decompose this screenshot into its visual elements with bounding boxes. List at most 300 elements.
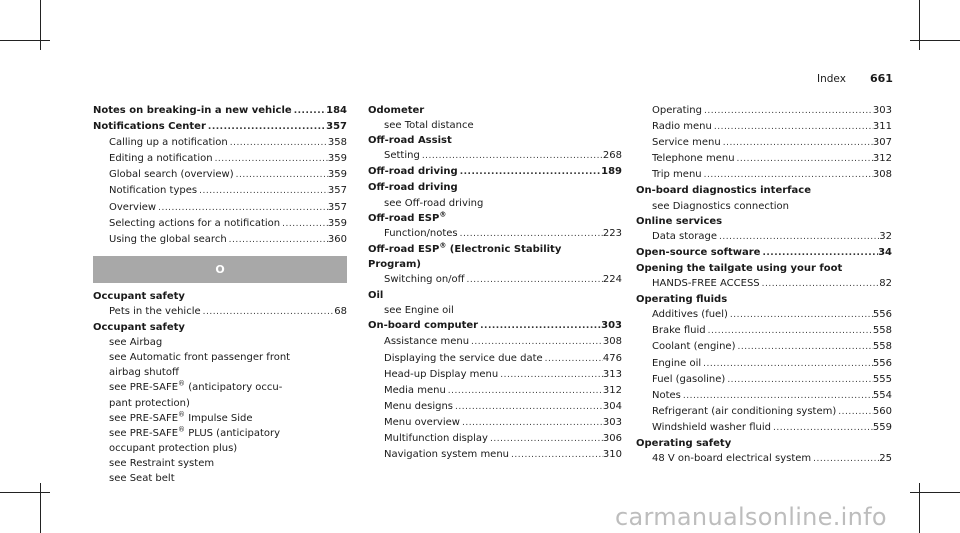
entry-text xyxy=(368,257,421,272)
index-entry xyxy=(368,148,622,164)
crop-mark xyxy=(0,492,50,493)
entry-term-continued: Impulse Side xyxy=(185,412,253,424)
entry-text xyxy=(109,471,175,486)
entry-term: see PRE-SAFE xyxy=(109,427,179,439)
entry-page-number: 554 xyxy=(872,389,892,401)
entry-text xyxy=(636,183,811,198)
entry-term: Off-road driving xyxy=(368,166,458,178)
entry-text xyxy=(384,303,454,318)
index-entry xyxy=(368,242,622,257)
entry-text xyxy=(636,292,727,307)
entry-term: On-board computer xyxy=(368,320,479,332)
entry-term: Head-up Display menu xyxy=(384,368,499,380)
registered-mark: ® xyxy=(178,380,186,389)
entry-text xyxy=(384,383,446,398)
watermark: carmanualsonline.info xyxy=(615,503,887,531)
dot-leader xyxy=(509,448,603,463)
entry-text xyxy=(368,318,478,333)
crop-mark xyxy=(40,0,41,50)
entry-list xyxy=(636,103,892,467)
index-entry xyxy=(93,456,347,471)
entry-page-number: 312 xyxy=(602,384,622,396)
entry-page-number: 25 xyxy=(879,453,892,465)
entry-text xyxy=(109,200,156,215)
dot-leader xyxy=(156,201,328,216)
entry-page-number: 556 xyxy=(872,357,892,369)
dot-leader xyxy=(712,120,873,135)
index-entry xyxy=(636,199,892,214)
index-entry xyxy=(368,133,622,148)
entry-term: Occupant safety xyxy=(93,290,185,302)
entry-term: Pets in the vehicle xyxy=(109,305,201,317)
entry-term: Notes on breaking-in a new vehicle xyxy=(93,105,292,116)
dot-leader xyxy=(702,104,873,119)
entry-term: Radio menu xyxy=(652,121,712,133)
dot-leader xyxy=(725,373,873,388)
registered-mark: ® xyxy=(178,410,186,419)
index-entry xyxy=(93,320,347,335)
dot-leader xyxy=(460,416,603,431)
entry-text xyxy=(652,372,725,387)
index-entry xyxy=(93,411,347,426)
entry-text xyxy=(368,288,383,303)
entry-term: Operating xyxy=(652,105,702,116)
entry-page-number: 34 xyxy=(878,246,892,258)
entry-page-number: 313 xyxy=(602,368,622,380)
entry-text xyxy=(109,232,227,247)
dot-leader xyxy=(728,308,873,323)
index-entry xyxy=(636,151,892,167)
entry-term: Media menu xyxy=(384,384,446,396)
entry-page-number: 224 xyxy=(602,274,622,286)
entry-page-number: 303 xyxy=(872,105,892,116)
index-entry xyxy=(93,426,347,441)
entry-term: Global search (overview) xyxy=(109,169,234,181)
entry-term: Displaying the service due date xyxy=(384,352,543,364)
entry-term: see Restraint system xyxy=(109,457,215,469)
index-entry xyxy=(93,289,347,304)
entry-term: Using the global search xyxy=(109,233,227,245)
entry-text xyxy=(652,119,712,134)
entry-text xyxy=(636,214,722,229)
entry-text xyxy=(636,261,842,276)
dot-leader xyxy=(234,168,328,183)
index-entry xyxy=(636,436,892,451)
index-entry xyxy=(368,318,622,334)
index-entry xyxy=(368,447,622,463)
entry-term: Switching on/off xyxy=(384,274,465,286)
entry-text xyxy=(109,396,190,411)
dot-leader xyxy=(280,217,328,232)
entry-term: Calling up a notification xyxy=(109,137,228,149)
entry-page-number: 306 xyxy=(602,432,622,444)
entry-page-number: 357 xyxy=(327,201,347,213)
index-entry xyxy=(636,323,892,339)
entry-text xyxy=(384,196,483,211)
entry-text xyxy=(652,339,735,354)
entry-page-number: 189 xyxy=(601,166,622,178)
dot-leader xyxy=(453,400,603,415)
entry-text xyxy=(652,167,702,182)
entry-term: Additives (fuel) xyxy=(652,309,728,321)
entry-term: Operating fluids xyxy=(636,294,728,306)
entry-list xyxy=(368,103,622,463)
entry-term-continued: (Electronic Stability xyxy=(446,243,562,255)
entry-page-number: 32 xyxy=(879,230,892,242)
entry-page-number: 359 xyxy=(327,169,347,181)
registered-mark: ® xyxy=(178,425,186,434)
entry-term: Off-road driving xyxy=(368,182,458,194)
index-entry xyxy=(636,339,892,355)
entry-page-number: 223 xyxy=(602,227,622,239)
index-entry xyxy=(636,276,892,292)
dot-leader xyxy=(721,136,873,151)
dot-leader xyxy=(201,305,335,320)
index-entry xyxy=(93,471,347,486)
entry-term: Fuel (gasoline) xyxy=(652,373,726,385)
index-entry xyxy=(636,119,892,135)
entry-page-number: 82 xyxy=(879,278,892,290)
entry-term: see Total distance xyxy=(384,120,474,132)
dot-leader xyxy=(292,104,326,119)
entry-text xyxy=(109,183,197,198)
index-entry xyxy=(93,119,347,135)
entry-page-number: 359 xyxy=(327,153,347,165)
index-entry xyxy=(368,180,622,195)
dot-leader xyxy=(771,421,873,436)
dot-leader xyxy=(228,136,328,151)
entry-text xyxy=(652,276,760,291)
index-entry xyxy=(368,383,622,399)
dot-leader xyxy=(811,452,879,467)
letter-heading: O xyxy=(93,256,347,283)
index-entry xyxy=(368,164,622,180)
index-entry xyxy=(93,183,347,199)
entry-list xyxy=(93,289,347,486)
index-entry xyxy=(368,103,622,118)
index-column-1 xyxy=(93,103,347,486)
entry-term-continued: PLUS (anticipatory xyxy=(185,427,281,439)
entry-term: Occupant safety xyxy=(93,322,185,334)
registered-mark: ® xyxy=(439,241,447,250)
index-entry xyxy=(368,334,622,350)
index-entry xyxy=(636,135,892,151)
entry-term: see Seat belt xyxy=(109,472,175,484)
index-entry xyxy=(368,367,622,383)
dot-leader xyxy=(681,389,873,404)
entry-term: see PRE-SAFE xyxy=(109,412,179,424)
entry-text xyxy=(652,229,717,244)
header-section-label: Index xyxy=(817,73,846,85)
crop-mark xyxy=(919,0,920,50)
index-entry xyxy=(636,451,892,467)
entry-text xyxy=(652,388,681,403)
entry-text xyxy=(384,351,543,366)
entry-page-number: 268 xyxy=(602,150,622,162)
index-entry xyxy=(636,307,892,323)
entry-text xyxy=(652,135,721,150)
entry-term: On-board diagnostics interface xyxy=(636,185,811,197)
entry-text xyxy=(652,404,836,419)
dot-leader xyxy=(488,432,603,447)
entry-text xyxy=(384,148,420,163)
entry-page-number: 357 xyxy=(326,121,347,133)
entry-page-number: 476 xyxy=(602,352,622,364)
entry-text xyxy=(652,420,771,435)
index-entry xyxy=(636,103,892,119)
entry-text xyxy=(368,242,561,257)
entry-text xyxy=(109,411,253,426)
index-column-3 xyxy=(636,103,892,467)
entry-term: Program) xyxy=(368,258,421,270)
entry-term: Overview xyxy=(109,201,157,213)
dot-leader xyxy=(227,233,328,248)
dot-leader xyxy=(458,227,603,242)
index-entry xyxy=(636,356,892,372)
entry-term: occupant protection plus) xyxy=(109,442,238,454)
index-entry xyxy=(368,415,622,431)
entry-term: Operating safety xyxy=(636,437,732,449)
entry-text xyxy=(368,180,458,195)
dot-leader xyxy=(760,277,880,292)
entry-term: Service menu xyxy=(652,137,721,149)
index-entry xyxy=(93,167,347,183)
entry-page-number: 360 xyxy=(327,233,347,245)
dot-leader xyxy=(478,319,601,334)
entry-text xyxy=(93,320,185,335)
entry-term: Menu overview xyxy=(384,416,460,428)
crop-mark xyxy=(40,483,41,533)
dot-leader xyxy=(197,184,328,199)
index-entry xyxy=(368,118,622,133)
entry-text xyxy=(636,436,731,451)
index-entry xyxy=(368,196,622,211)
entry-term: see PRE-SAFE xyxy=(109,382,179,394)
entry-term: Odometer xyxy=(368,105,425,116)
entry-text xyxy=(368,211,446,226)
entry-term: Multifunction display xyxy=(384,432,488,444)
entry-term: Data storage xyxy=(652,230,718,242)
entry-term: Off-road ESP xyxy=(368,243,440,255)
entry-term: Editing a notification xyxy=(109,153,213,165)
index-entry xyxy=(636,245,892,261)
index-entry xyxy=(368,226,622,242)
dot-leader xyxy=(836,405,873,420)
entry-text xyxy=(109,456,214,471)
index-entry xyxy=(93,380,347,395)
entry-text xyxy=(109,380,282,395)
index-entry xyxy=(368,211,622,226)
entry-term: Navigation system menu xyxy=(384,449,510,461)
dot-leader xyxy=(213,152,328,167)
entry-term: Brake fluid xyxy=(652,325,706,337)
entry-text xyxy=(652,103,702,118)
entry-text xyxy=(93,289,185,304)
index-entry xyxy=(636,167,892,183)
entry-text xyxy=(384,431,488,446)
entry-text xyxy=(384,118,474,133)
index-entry xyxy=(636,420,892,436)
index-entry xyxy=(93,335,347,350)
dot-leader xyxy=(446,384,603,399)
page-number: 661 xyxy=(870,72,893,85)
entry-term: pant protection) xyxy=(109,397,190,409)
crop-mark xyxy=(910,40,960,41)
dot-leader xyxy=(760,246,878,261)
index-entry xyxy=(93,396,347,411)
entry-text xyxy=(368,164,458,179)
entry-term: Coolant (engine) xyxy=(652,341,736,353)
index-entry xyxy=(368,431,622,447)
index-entry xyxy=(636,214,892,229)
entry-term: Notifications Center xyxy=(93,121,206,133)
entry-term: Open-source software xyxy=(636,246,761,258)
entry-text xyxy=(93,119,206,134)
crop-mark xyxy=(919,483,920,533)
entry-term: Oil xyxy=(368,290,384,302)
index-entry xyxy=(636,229,892,245)
dot-leader xyxy=(706,324,873,339)
dot-leader xyxy=(717,230,879,245)
entry-text xyxy=(384,399,453,414)
entry-page-number: 559 xyxy=(872,421,892,433)
dot-leader xyxy=(701,357,873,372)
dot-leader xyxy=(735,152,873,167)
index-entry xyxy=(93,151,347,167)
entry-page-number: 357 xyxy=(327,185,347,197)
entry-term: Off-road Assist xyxy=(368,135,452,147)
entry-term: see Automatic front passenger front xyxy=(109,352,291,364)
index-entry xyxy=(93,135,347,151)
entry-page-number: 184 xyxy=(326,105,347,116)
entry-text xyxy=(109,365,179,380)
entry-text xyxy=(384,415,460,430)
entry-term: Off-road ESP xyxy=(368,212,440,224)
dot-leader xyxy=(420,149,603,164)
registered-mark: ® xyxy=(439,210,447,219)
index-entry xyxy=(93,304,347,320)
entry-page-number: 359 xyxy=(327,217,347,229)
entry-term: Function/notes xyxy=(384,227,458,239)
index-entry xyxy=(636,292,892,307)
entry-term: see Airbag xyxy=(109,337,163,349)
entry-page-number: 358 xyxy=(327,137,347,149)
dot-leader xyxy=(543,352,603,367)
entry-term: Assistance menu xyxy=(384,336,470,348)
entry-term: see Off-road driving xyxy=(384,197,484,209)
index-entry xyxy=(636,388,892,404)
entry-text xyxy=(652,356,701,371)
entry-text xyxy=(384,226,458,241)
dot-leader xyxy=(206,120,326,135)
entry-term: see Engine oil xyxy=(384,305,454,317)
index-entry xyxy=(93,103,347,119)
entry-page-number: 558 xyxy=(872,325,892,337)
entry-page-number: 556 xyxy=(872,309,892,321)
entry-page-number: 555 xyxy=(872,373,892,385)
entry-text xyxy=(636,245,760,260)
entry-page-number: 303 xyxy=(602,416,622,428)
dot-leader xyxy=(465,273,603,288)
entry-text xyxy=(652,199,789,214)
index-entry xyxy=(636,261,892,276)
entry-text xyxy=(384,272,465,287)
entry-text xyxy=(109,426,280,441)
entry-text xyxy=(109,216,280,231)
index-entry xyxy=(368,399,622,415)
entry-text xyxy=(368,103,424,118)
entry-term: see Diagnostics connection xyxy=(652,200,789,212)
entry-term: Online services xyxy=(636,215,723,227)
entry-term: Engine oil xyxy=(652,357,702,369)
entry-term: 48 V on-board electrical system xyxy=(652,453,812,465)
index-entry xyxy=(93,216,347,232)
entry-text xyxy=(384,334,469,349)
crop-mark xyxy=(0,40,50,41)
entry-term: Menu designs xyxy=(384,400,454,412)
entry-term: airbag shutoff xyxy=(109,367,179,379)
entry-page-number: 308 xyxy=(872,169,892,181)
index-entry xyxy=(636,404,892,420)
entry-page-number: 307 xyxy=(872,137,892,149)
entry-page-number: 312 xyxy=(872,153,892,165)
entry-text xyxy=(109,135,228,150)
entry-page-number: 308 xyxy=(602,336,622,348)
dot-leader xyxy=(469,335,603,350)
index-entry xyxy=(368,257,622,272)
entry-term: Selecting actions for a notification xyxy=(109,217,281,229)
dot-leader xyxy=(458,165,601,180)
index-column-2 xyxy=(368,103,622,463)
entry-text xyxy=(652,323,706,338)
entry-page-number: 303 xyxy=(601,320,622,332)
entry-text xyxy=(384,447,509,462)
entry-text xyxy=(109,151,213,166)
entry-text xyxy=(652,451,811,466)
dot-leader xyxy=(498,368,603,383)
index-entry xyxy=(368,351,622,367)
dot-leader xyxy=(735,340,872,355)
entry-text xyxy=(93,103,292,118)
entry-text xyxy=(109,335,162,350)
dot-leader xyxy=(702,168,873,183)
index-entry xyxy=(93,350,347,365)
entry-page-number: 68 xyxy=(334,305,347,317)
entry-term-continued: (anticipatory occu- xyxy=(185,382,283,394)
entry-text xyxy=(109,350,290,365)
index-entry xyxy=(93,441,347,456)
entry-text xyxy=(652,151,735,166)
entry-text xyxy=(652,307,728,322)
index-entry xyxy=(93,365,347,380)
entry-list xyxy=(93,103,347,248)
index-entry xyxy=(368,272,622,288)
entry-text xyxy=(384,367,498,382)
entry-term: Setting xyxy=(384,150,420,162)
entry-term: HANDS-FREE ACCESS xyxy=(652,278,760,290)
entry-term: Trip menu xyxy=(652,169,702,181)
entry-page-number: 558 xyxy=(872,341,892,353)
entry-text xyxy=(109,441,237,456)
entry-page-number: 304 xyxy=(602,400,622,412)
index-entry xyxy=(368,288,622,303)
entry-term: Notes xyxy=(652,389,681,401)
crop-mark xyxy=(910,492,960,493)
index-entry xyxy=(636,183,892,198)
entry-term: Windshield washer fluid xyxy=(652,421,771,433)
entry-term: Opening the tailgate using your foot xyxy=(636,262,843,274)
entry-text xyxy=(368,133,452,148)
